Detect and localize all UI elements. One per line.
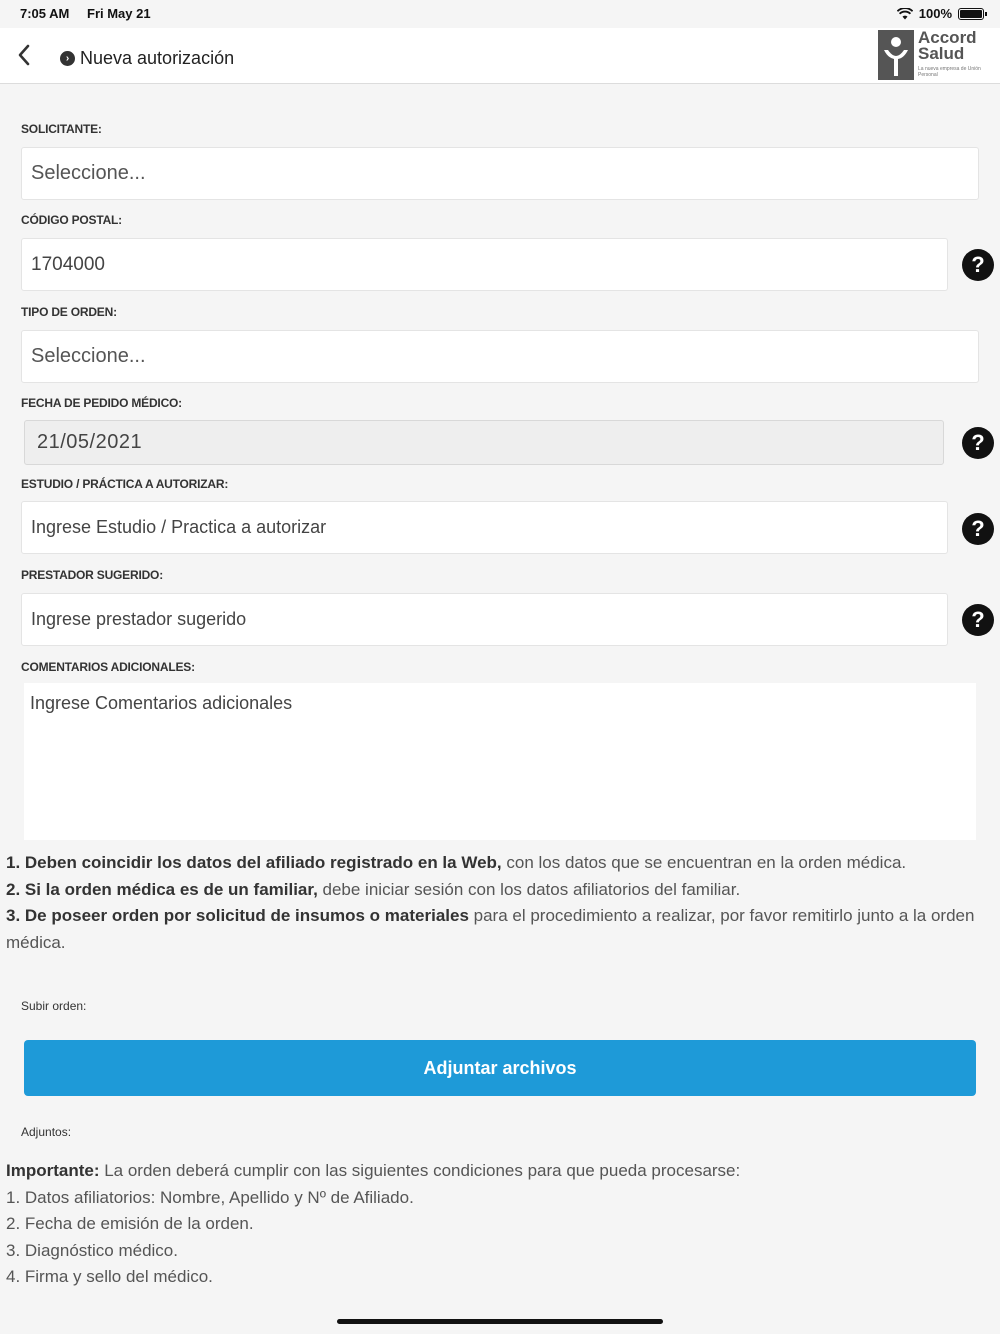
help-icon-prestador[interactable]: ? <box>962 604 994 636</box>
codigo-postal-input[interactable]: 1704000 <box>21 238 948 291</box>
condition-item: 4. Firma y sello del médico. <box>6 1267 213 1286</box>
help-icon-estudio[interactable]: ? <box>962 513 994 545</box>
navigation-bar <box>0 28 1000 84</box>
status-time: 7:05 AM <box>20 6 70 21</box>
estudio-label: ESTUDIO / PRÁCTICA A AUTORIZAR: <box>21 477 229 491</box>
back-chevron-icon[interactable] <box>10 38 40 72</box>
home-indicator[interactable] <box>337 1319 663 1324</box>
solicitante-label: SOLICITANTE: <box>21 122 102 136</box>
logo-mark-icon <box>878 30 914 80</box>
battery-icon <box>958 8 984 20</box>
help-icon-fecha[interactable]: ? <box>962 427 994 459</box>
help-icon-codigo-postal[interactable]: ? <box>962 249 994 281</box>
status-bar <box>0 0 1000 28</box>
accord-salud-logo <box>878 30 986 80</box>
status-date: Fri May 21 <box>87 6 151 21</box>
tipo-orden-select[interactable]: Seleccione... <box>21 330 979 383</box>
condition-item: 2. Fecha de emisión de la orden. <box>6 1214 254 1233</box>
important-intro: Importante: La orden deberá cumplir con las siguientes condiciones para que pueda procesarse: <box>6 1161 741 1180</box>
prestador-label: PRESTADOR SUGERIDO: <box>21 568 163 582</box>
instruction-item: 2. Si la orden médica es de un familiar, debe iniciar sesión con los datos afiliatorios del familiar. <box>6 879 741 899</box>
logo-subtitle: La nueva empresa de Unión Personal <box>918 66 981 78</box>
attach-files-button[interactable]: Adjuntar archivos <box>24 1040 976 1096</box>
comentarios-textarea[interactable]: Ingrese Comentarios adicionales <box>24 683 976 840</box>
estudio-input[interactable]: Ingrese Estudio / Practica a autorizar <box>21 501 948 554</box>
logo-text: Accord Salud <box>918 28 977 63</box>
fecha-pedido-label: FECHA DE PEDIDO MÉDICO: <box>21 396 182 410</box>
arrow-circle-icon: › <box>60 51 75 66</box>
condition-item: 1. Datos afiliatorios: Nombre, Apellido y Nº de Afiliado. <box>6 1187 414 1207</box>
important-notes <box>6 1158 986 1291</box>
instruction-item: 3. De poseer orden por solicitud de insumos o materiales para el procedimiento a realizar, por favor remitirlo junto a la orden médica. <box>6 906 975 952</box>
battery-percent: 100% <box>918 6 952 21</box>
subir-orden-label: Subir orden: <box>21 999 87 1013</box>
solicitante-select[interactable]: Seleccione... <box>21 147 979 200</box>
comentarios-label: COMENTARIOS ADICIONALES: <box>21 660 195 674</box>
codigo-postal-label: CÓDIGO POSTAL: <box>21 213 122 227</box>
fecha-pedido-input[interactable]: 21/05/2021 <box>24 420 944 465</box>
wifi-icon <box>897 8 913 20</box>
page-title <box>60 48 234 69</box>
tipo-orden-label: TIPO DE ORDEN: <box>21 305 117 319</box>
instructions-list <box>6 850 981 956</box>
condition-item: 3. Diagnóstico médico. <box>6 1240 178 1260</box>
instruction-item: 1. Deben coincidir los datos del afiliado registrado en la Web, con los datos que se encuentran en la orden médica. <box>6 853 907 872</box>
adjuntos-label: Adjuntos: <box>21 1125 72 1139</box>
prestador-input[interactable]: Ingrese prestador sugerido <box>21 593 948 646</box>
page-title-text: Nueva autorización <box>80 48 235 68</box>
